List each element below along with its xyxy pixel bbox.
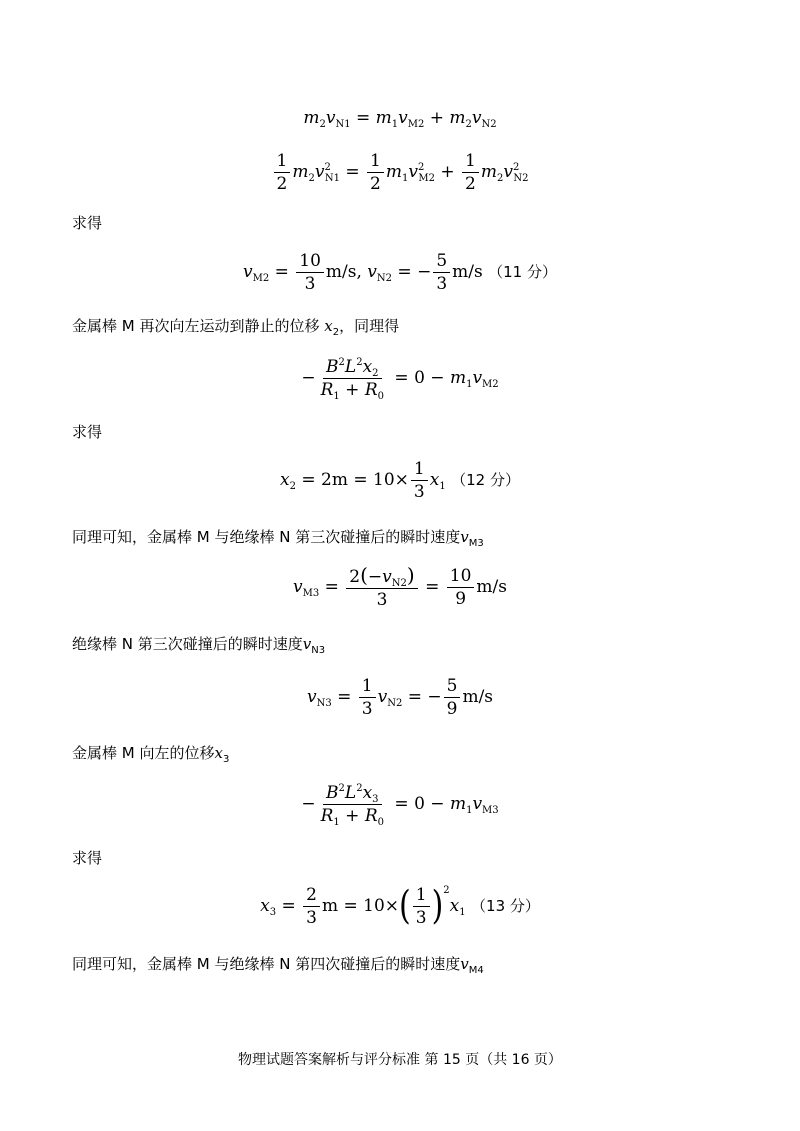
- equation-velocities: $v_{M2}$ = $\frac{10}{3}$ m/s, $v_{N2}$ = − $\frac{5}{3}$ m/s （11 分）: [242, 251, 557, 294]
- text-fourth-collision: 同理可知，金属棒 M 与绝缘棒 N 第四次碰撞后的瞬时速度$v_{M4}$: [72, 955, 484, 976]
- text-third-collision-m: 同理可知，金属棒 M 与绝缘棒 N 第三次碰撞后的瞬时速度$v_{M3}$: [72, 528, 484, 549]
- equation-momentum: $m_2v_{N1} = m_1v_{M2} + m_2v_{N2}$: [303, 108, 497, 130]
- text-displacement-x2: 金属棒 M 再次向左运动到静止的位移 $x_2$，同理得: [72, 317, 400, 338]
- text-result-1: 求得: [72, 214, 103, 232]
- page-footer: 物理试题答案解析与评分标准 第 15 页（共 16 页）: [238, 1052, 562, 1068]
- score-12: （12 分）: [451, 471, 520, 489]
- score-13: （13 分）: [471, 897, 540, 915]
- equation-impulse-1: − $\frac{B^2L^2x_2}{R_1 + R_0}$ = $0 - m_1v_{M2}$: [301, 357, 499, 402]
- text-displacement-x3: 金属棒 M 向左的位移$x_3$: [72, 744, 230, 765]
- equation-vn3: $v_{N3}$ = $\frac{1}{3}$ $v_{N2}$ = − $\frac{5}{9}$ m/s: [306, 676, 494, 719]
- equation-x2: $x_2 = 2m = 10\times$ $\frac{1}{3}$ $x_1$ （12 分）: [280, 459, 520, 502]
- score-11: （11 分）: [488, 263, 557, 281]
- equation-vm3: $v_{M3}$ = $\frac{2(-v_{N2})}{3}$ = $\frac{10}{9}$ m/s: [293, 563, 507, 610]
- equation-x3: $x_3$ = $\frac{2}{3}$ m = 10×( $\frac{1}{3}$ )$^2x_1$ （13 分）: [260, 883, 540, 929]
- text-result-2: 求得: [72, 423, 103, 441]
- text-result-3: 求得: [72, 849, 103, 867]
- equation-impulse-2: − $\frac{B^2L^2x_3}{R_1 + R_0}$ = $0 - m_1v_{M3}$: [301, 783, 499, 828]
- text-third-collision-n: 绝缘棒 N 第三次碰撞后的瞬时速度$v_{N3}$: [72, 635, 326, 656]
- equation-energy: $\frac{1}{2}$ $m_2v^2_{N1}$ = $\frac{1}{2}$ $m_1v^2_{M2}$ + $\frac{1}{2}$ $m_2v^2_{N2}$: [0, 150, 800, 195]
